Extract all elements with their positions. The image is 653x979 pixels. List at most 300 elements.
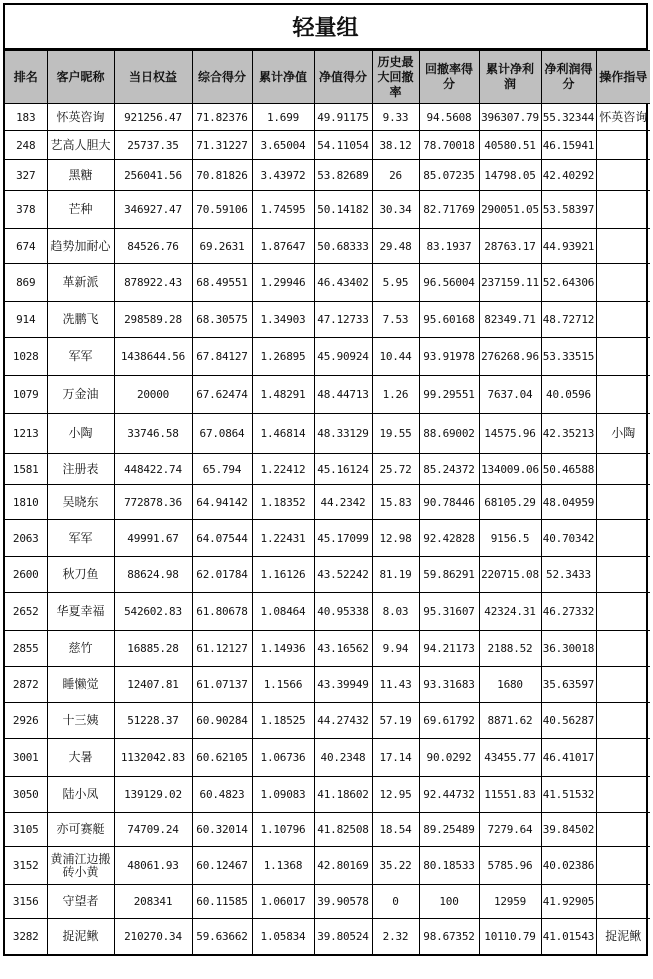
table-cell: 25737.35 bbox=[114, 131, 192, 160]
customer-name-cell: 小陶 bbox=[47, 414, 114, 454]
guidance-cell bbox=[596, 376, 650, 414]
table-cell: 68.30575 bbox=[192, 302, 252, 338]
table-cell: 60.4823 bbox=[192, 777, 252, 813]
table-cell: 914 bbox=[5, 302, 47, 338]
table-cell: 1.699 bbox=[252, 104, 314, 131]
column-header: 客户昵称 bbox=[47, 51, 114, 104]
table-cell: 67.0864 bbox=[192, 414, 252, 454]
table-cell: 12.95 bbox=[372, 777, 419, 813]
table-row bbox=[5, 131, 650, 160]
table-cell: 134009.06 bbox=[479, 454, 541, 485]
table-cell: 93.31683 bbox=[419, 667, 479, 703]
guidance-cell bbox=[596, 777, 650, 813]
table-body bbox=[5, 104, 650, 954]
table-cell: 248 bbox=[5, 131, 47, 160]
customer-name-cell: 睡懒觉 bbox=[47, 667, 114, 703]
table-cell: 69.61792 bbox=[419, 703, 479, 739]
table-row bbox=[5, 919, 650, 954]
table-cell: 49.91175 bbox=[314, 104, 372, 131]
guidance-cell bbox=[596, 302, 650, 338]
table-cell: 1.18352 bbox=[252, 485, 314, 520]
ranking-sheet bbox=[3, 3, 648, 956]
table-row bbox=[5, 520, 650, 557]
table-cell: 84526.76 bbox=[114, 229, 192, 264]
table-cell: 3282 bbox=[5, 919, 47, 954]
column-header: 操作指导 bbox=[596, 51, 650, 104]
table-cell: 2188.52 bbox=[479, 631, 541, 667]
table-cell: 45.16124 bbox=[314, 454, 372, 485]
table-cell: 42.40292 bbox=[541, 160, 596, 191]
table-cell: 5.95 bbox=[372, 264, 419, 302]
table-cell: 1.08464 bbox=[252, 593, 314, 631]
table-row bbox=[5, 593, 650, 631]
table-cell: 1.29946 bbox=[252, 264, 314, 302]
table-cell: 62.01784 bbox=[192, 557, 252, 593]
table-cell: 2.32 bbox=[372, 919, 419, 954]
table-row bbox=[5, 631, 650, 667]
table-cell: 41.51532 bbox=[541, 777, 596, 813]
table-cell: 5785.96 bbox=[479, 847, 541, 885]
customer-name-cell: 芒种 bbox=[47, 191, 114, 229]
table-cell: 1.48291 bbox=[252, 376, 314, 414]
guidance-cell bbox=[596, 847, 650, 885]
table-cell: 2855 bbox=[5, 631, 47, 667]
table-cell: 54.11054 bbox=[314, 131, 372, 160]
customer-name-cell: 黑糖 bbox=[47, 160, 114, 191]
customer-name-cell: 趋势加耐心 bbox=[47, 229, 114, 264]
guidance-cell bbox=[596, 739, 650, 777]
table-cell: 57.19 bbox=[372, 703, 419, 739]
customer-name-cell: 艺高人胆大 bbox=[47, 131, 114, 160]
table-cell: 7637.04 bbox=[479, 376, 541, 414]
table-cell: 71.31227 bbox=[192, 131, 252, 160]
table-cell: 12407.81 bbox=[114, 667, 192, 703]
guidance-cell bbox=[596, 520, 650, 557]
table-cell: 1132042.83 bbox=[114, 739, 192, 777]
table-cell: 1581 bbox=[5, 454, 47, 485]
table-cell: 448422.74 bbox=[114, 454, 192, 485]
guidance-cell bbox=[596, 264, 650, 302]
table-cell: 3050 bbox=[5, 777, 47, 813]
table-cell: 74709.24 bbox=[114, 813, 192, 847]
table-cell: 1.1368 bbox=[252, 847, 314, 885]
table-cell: 40.70342 bbox=[541, 520, 596, 557]
table-cell: 85.24372 bbox=[419, 454, 479, 485]
table-cell: 33746.58 bbox=[114, 414, 192, 454]
table-cell: 46.41017 bbox=[541, 739, 596, 777]
table-cell: 1.46814 bbox=[252, 414, 314, 454]
table-cell: 19.55 bbox=[372, 414, 419, 454]
table-cell: 46.15941 bbox=[541, 131, 596, 160]
table-row bbox=[5, 485, 650, 520]
table-cell: 11551.83 bbox=[479, 777, 541, 813]
table-cell: 28763.17 bbox=[479, 229, 541, 264]
table-cell: 36.30018 bbox=[541, 631, 596, 667]
guidance-cell bbox=[596, 131, 650, 160]
table-row bbox=[5, 338, 650, 376]
table-cell: 3001 bbox=[5, 739, 47, 777]
table-cell: 50.14182 bbox=[314, 191, 372, 229]
customer-name-cell: 黄浦江边搬砖小黄 bbox=[47, 847, 114, 885]
column-header: 净值得分 bbox=[314, 51, 372, 104]
guidance-cell bbox=[596, 160, 650, 191]
table-cell: 60.62105 bbox=[192, 739, 252, 777]
table-cell: 1.22412 bbox=[252, 454, 314, 485]
table-cell: 1.34903 bbox=[252, 302, 314, 338]
customer-name-cell: 军军 bbox=[47, 338, 114, 376]
table-row bbox=[5, 885, 650, 919]
table-cell: 1.16126 bbox=[252, 557, 314, 593]
table-cell: 70.81826 bbox=[192, 160, 252, 191]
table-cell: 1.14936 bbox=[252, 631, 314, 667]
table-cell: 16885.28 bbox=[114, 631, 192, 667]
table-row bbox=[5, 813, 650, 847]
table-cell: 1.26 bbox=[372, 376, 419, 414]
header-row bbox=[5, 51, 650, 104]
table-cell: 35.22 bbox=[372, 847, 419, 885]
customer-name-cell: 秋刀鱼 bbox=[47, 557, 114, 593]
table-cell: 90.78446 bbox=[419, 485, 479, 520]
table-cell: 15.83 bbox=[372, 485, 419, 520]
table-cell: 64.07544 bbox=[192, 520, 252, 557]
table-cell: 43.16562 bbox=[314, 631, 372, 667]
guidance-cell: 小陶 bbox=[596, 414, 650, 454]
table-cell: 42324.31 bbox=[479, 593, 541, 631]
customer-name-cell: 陆小凤 bbox=[47, 777, 114, 813]
table-cell: 869 bbox=[5, 264, 47, 302]
table-cell: 674 bbox=[5, 229, 47, 264]
table-cell: 61.12127 bbox=[192, 631, 252, 667]
table-cell: 99.29551 bbox=[419, 376, 479, 414]
table-cell: 7.53 bbox=[372, 302, 419, 338]
table-cell: 60.11585 bbox=[192, 885, 252, 919]
table-cell: 1810 bbox=[5, 485, 47, 520]
table-cell: 95.31607 bbox=[419, 593, 479, 631]
table-cell: 44.2342 bbox=[314, 485, 372, 520]
guidance-cell bbox=[596, 485, 650, 520]
guidance-cell bbox=[596, 229, 650, 264]
customer-name-cell: 注册表 bbox=[47, 454, 114, 485]
table-cell: 1438644.56 bbox=[114, 338, 192, 376]
table-cell: 55.32344 bbox=[541, 104, 596, 131]
table-cell: 26 bbox=[372, 160, 419, 191]
customer-name-cell: 怀英咨询 bbox=[47, 104, 114, 131]
table-cell: 12.98 bbox=[372, 520, 419, 557]
table-cell: 3105 bbox=[5, 813, 47, 847]
table-cell: 46.43402 bbox=[314, 264, 372, 302]
table-cell: 71.82376 bbox=[192, 104, 252, 131]
table-cell: 1.74595 bbox=[252, 191, 314, 229]
table-cell: 921256.47 bbox=[114, 104, 192, 131]
table-cell: 3.65004 bbox=[252, 131, 314, 160]
table-cell: 80.18533 bbox=[419, 847, 479, 885]
table-cell: 93.91978 bbox=[419, 338, 479, 376]
table-cell: 1079 bbox=[5, 376, 47, 414]
table-cell: 1.1566 bbox=[252, 667, 314, 703]
table-cell: 82.71769 bbox=[419, 191, 479, 229]
table-cell: 10110.79 bbox=[479, 919, 541, 954]
table-cell: 45.17099 bbox=[314, 520, 372, 557]
table-cell: 220715.08 bbox=[479, 557, 541, 593]
table-cell: 60.12467 bbox=[192, 847, 252, 885]
column-header: 回撤率得分 bbox=[419, 51, 479, 104]
table-cell: 772878.36 bbox=[114, 485, 192, 520]
table-cell: 41.18602 bbox=[314, 777, 372, 813]
table-cell: 183 bbox=[5, 104, 47, 131]
column-header: 累计净利润 bbox=[479, 51, 541, 104]
table-cell: 68.49551 bbox=[192, 264, 252, 302]
table-cell: 50.46588 bbox=[541, 454, 596, 485]
table-cell: 1.10796 bbox=[252, 813, 314, 847]
guidance-cell bbox=[596, 338, 650, 376]
table-cell: 67.84127 bbox=[192, 338, 252, 376]
table-cell: 96.56004 bbox=[419, 264, 479, 302]
table-cell: 2063 bbox=[5, 520, 47, 557]
table-cell: 378 bbox=[5, 191, 47, 229]
customer-name-cell: 冼鹏飞 bbox=[47, 302, 114, 338]
table-cell: 61.07137 bbox=[192, 667, 252, 703]
table-cell: 3156 bbox=[5, 885, 47, 919]
column-header: 排名 bbox=[5, 51, 47, 104]
table-cell: 89.25489 bbox=[419, 813, 479, 847]
table-row bbox=[5, 264, 650, 302]
table-cell: 10.44 bbox=[372, 338, 419, 376]
table-cell: 68105.29 bbox=[479, 485, 541, 520]
sheet-title: 轻量组 bbox=[5, 5, 646, 50]
customer-name-cell: 亦可赛艇 bbox=[47, 813, 114, 847]
table-cell: 9156.5 bbox=[479, 520, 541, 557]
table-cell: 40.95338 bbox=[314, 593, 372, 631]
guidance-cell bbox=[596, 885, 650, 919]
table-cell: 59.86291 bbox=[419, 557, 479, 593]
table-cell: 14798.05 bbox=[479, 160, 541, 191]
table-cell: 48.72712 bbox=[541, 302, 596, 338]
table-cell: 1.09083 bbox=[252, 777, 314, 813]
customer-name-cell: 华夏幸福 bbox=[47, 593, 114, 631]
table-cell: 46.27332 bbox=[541, 593, 596, 631]
table-cell: 94.21173 bbox=[419, 631, 479, 667]
table-cell: 44.93921 bbox=[541, 229, 596, 264]
table-cell: 44.27432 bbox=[314, 703, 372, 739]
table-cell: 0 bbox=[372, 885, 419, 919]
table-cell: 95.60168 bbox=[419, 302, 479, 338]
guidance-cell bbox=[596, 813, 650, 847]
table-cell: 70.59106 bbox=[192, 191, 252, 229]
table-row bbox=[5, 703, 650, 739]
table-row bbox=[5, 104, 650, 131]
guidance-cell bbox=[596, 454, 650, 485]
table-cell: 88.69002 bbox=[419, 414, 479, 454]
table-cell: 43.39949 bbox=[314, 667, 372, 703]
table-cell: 64.94142 bbox=[192, 485, 252, 520]
table-cell: 51228.37 bbox=[114, 703, 192, 739]
table-cell: 48.44713 bbox=[314, 376, 372, 414]
guidance-cell bbox=[596, 593, 650, 631]
customer-name-cell: 万金油 bbox=[47, 376, 114, 414]
table-cell: 9.94 bbox=[372, 631, 419, 667]
table-row bbox=[5, 557, 650, 593]
table-cell: 47.12733 bbox=[314, 302, 372, 338]
table-cell: 42.80169 bbox=[314, 847, 372, 885]
column-header: 综合得分 bbox=[192, 51, 252, 104]
table-cell: 1.05834 bbox=[252, 919, 314, 954]
table-cell: 29.48 bbox=[372, 229, 419, 264]
table-cell: 45.90924 bbox=[314, 338, 372, 376]
table-cell: 88624.98 bbox=[114, 557, 192, 593]
table-cell: 2600 bbox=[5, 557, 47, 593]
table-cell: 40.2348 bbox=[314, 739, 372, 777]
table-cell: 85.07235 bbox=[419, 160, 479, 191]
table-cell: 40.0596 bbox=[541, 376, 596, 414]
table-cell: 69.2631 bbox=[192, 229, 252, 264]
guidance-cell bbox=[596, 557, 650, 593]
table-cell: 1028 bbox=[5, 338, 47, 376]
customer-name-cell: 十三姨 bbox=[47, 703, 114, 739]
table-cell: 50.68333 bbox=[314, 229, 372, 264]
table-cell: 17.14 bbox=[372, 739, 419, 777]
table-row bbox=[5, 376, 650, 414]
guidance-cell bbox=[596, 703, 650, 739]
table-cell: 14575.96 bbox=[479, 414, 541, 454]
table-cell: 9.33 bbox=[372, 104, 419, 131]
table-cell: 18.54 bbox=[372, 813, 419, 847]
table-cell: 1.26895 bbox=[252, 338, 314, 376]
table-cell: 1.06736 bbox=[252, 739, 314, 777]
table-cell: 7279.64 bbox=[479, 813, 541, 847]
table-cell: 1.22431 bbox=[252, 520, 314, 557]
table-cell: 40.56287 bbox=[541, 703, 596, 739]
table-cell: 100 bbox=[419, 885, 479, 919]
table-row bbox=[5, 777, 650, 813]
customer-name-cell: 大暑 bbox=[47, 739, 114, 777]
table-cell: 276268.96 bbox=[479, 338, 541, 376]
ranking-table bbox=[5, 50, 650, 954]
table-cell: 8.03 bbox=[372, 593, 419, 631]
table-cell: 3152 bbox=[5, 847, 47, 885]
table-cell: 94.5608 bbox=[419, 104, 479, 131]
table-cell: 42.35213 bbox=[541, 414, 596, 454]
table-cell: 82349.71 bbox=[479, 302, 541, 338]
table-cell: 256041.56 bbox=[114, 160, 192, 191]
table-cell: 12959 bbox=[479, 885, 541, 919]
customer-name-cell: 慈竹 bbox=[47, 631, 114, 667]
table-cell: 1.06017 bbox=[252, 885, 314, 919]
guidance-cell: 怀英咨询 bbox=[596, 104, 650, 131]
table-cell: 38.12 bbox=[372, 131, 419, 160]
table-cell: 61.80678 bbox=[192, 593, 252, 631]
table-cell: 25.72 bbox=[372, 454, 419, 485]
table-cell: 8871.62 bbox=[479, 703, 541, 739]
table-cell: 52.3433 bbox=[541, 557, 596, 593]
guidance-cell bbox=[596, 191, 650, 229]
table-cell: 139129.02 bbox=[114, 777, 192, 813]
table-cell: 59.63662 bbox=[192, 919, 252, 954]
customer-name-cell: 吴晓东 bbox=[47, 485, 114, 520]
table-cell: 2926 bbox=[5, 703, 47, 739]
table-row bbox=[5, 191, 650, 229]
table-cell: 210270.34 bbox=[114, 919, 192, 954]
table-row bbox=[5, 414, 650, 454]
table-cell: 53.58397 bbox=[541, 191, 596, 229]
table-cell: 35.63597 bbox=[541, 667, 596, 703]
table-row bbox=[5, 454, 650, 485]
column-header: 净利润得分 bbox=[541, 51, 596, 104]
guidance-cell bbox=[596, 631, 650, 667]
guidance-cell: 捉泥鳅 bbox=[596, 919, 650, 954]
table-cell: 2872 bbox=[5, 667, 47, 703]
table-cell: 20000 bbox=[114, 376, 192, 414]
table-cell: 11.43 bbox=[372, 667, 419, 703]
table-cell: 542602.83 bbox=[114, 593, 192, 631]
table-cell: 48.33129 bbox=[314, 414, 372, 454]
table-cell: 39.90578 bbox=[314, 885, 372, 919]
table-cell: 92.44732 bbox=[419, 777, 479, 813]
table-cell: 53.82689 bbox=[314, 160, 372, 191]
table-cell: 53.33515 bbox=[541, 338, 596, 376]
table-row bbox=[5, 847, 650, 885]
table-cell: 40580.51 bbox=[479, 131, 541, 160]
table-cell: 48.04959 bbox=[541, 485, 596, 520]
table-cell: 39.80524 bbox=[314, 919, 372, 954]
table-cell: 1213 bbox=[5, 414, 47, 454]
table-cell: 49991.67 bbox=[114, 520, 192, 557]
table-cell: 65.794 bbox=[192, 454, 252, 485]
table-cell: 30.34 bbox=[372, 191, 419, 229]
table-cell: 1.87647 bbox=[252, 229, 314, 264]
customer-name-cell: 守望者 bbox=[47, 885, 114, 919]
table-cell: 1.18525 bbox=[252, 703, 314, 739]
table-cell: 298589.28 bbox=[114, 302, 192, 338]
table-cell: 208341 bbox=[114, 885, 192, 919]
table-cell: 41.82508 bbox=[314, 813, 372, 847]
table-cell: 40.02386 bbox=[541, 847, 596, 885]
column-header: 累计净值 bbox=[252, 51, 314, 104]
table-cell: 60.90284 bbox=[192, 703, 252, 739]
table-cell: 878922.43 bbox=[114, 264, 192, 302]
table-cell: 83.1937 bbox=[419, 229, 479, 264]
guidance-cell bbox=[596, 667, 650, 703]
customer-name-cell: 革新派 bbox=[47, 264, 114, 302]
customer-name-cell: 军军 bbox=[47, 520, 114, 557]
table-cell: 41.92905 bbox=[541, 885, 596, 919]
table-cell: 78.70018 bbox=[419, 131, 479, 160]
customer-name-cell: 捉泥鳅 bbox=[47, 919, 114, 954]
column-header: 当日权益 bbox=[114, 51, 192, 104]
table-cell: 52.64306 bbox=[541, 264, 596, 302]
table-cell: 39.84502 bbox=[541, 813, 596, 847]
table-cell: 90.0292 bbox=[419, 739, 479, 777]
table-row bbox=[5, 667, 650, 703]
table-cell: 41.01543 bbox=[541, 919, 596, 954]
table-cell: 2652 bbox=[5, 593, 47, 631]
table-cell: 327 bbox=[5, 160, 47, 191]
table-row bbox=[5, 229, 650, 264]
table-cell: 92.42828 bbox=[419, 520, 479, 557]
table-cell: 60.32014 bbox=[192, 813, 252, 847]
column-header: 历史最大回撤率 bbox=[372, 51, 419, 104]
table-cell: 43.52242 bbox=[314, 557, 372, 593]
table-row bbox=[5, 160, 650, 191]
table-cell: 48061.93 bbox=[114, 847, 192, 885]
table-cell: 346927.47 bbox=[114, 191, 192, 229]
table-cell: 237159.11 bbox=[479, 264, 541, 302]
table-row bbox=[5, 739, 650, 777]
table-cell: 1680 bbox=[479, 667, 541, 703]
table-cell: 396307.79 bbox=[479, 104, 541, 131]
table-cell: 3.43972 bbox=[252, 160, 314, 191]
table-cell: 67.62474 bbox=[192, 376, 252, 414]
table-cell: 43455.77 bbox=[479, 739, 541, 777]
